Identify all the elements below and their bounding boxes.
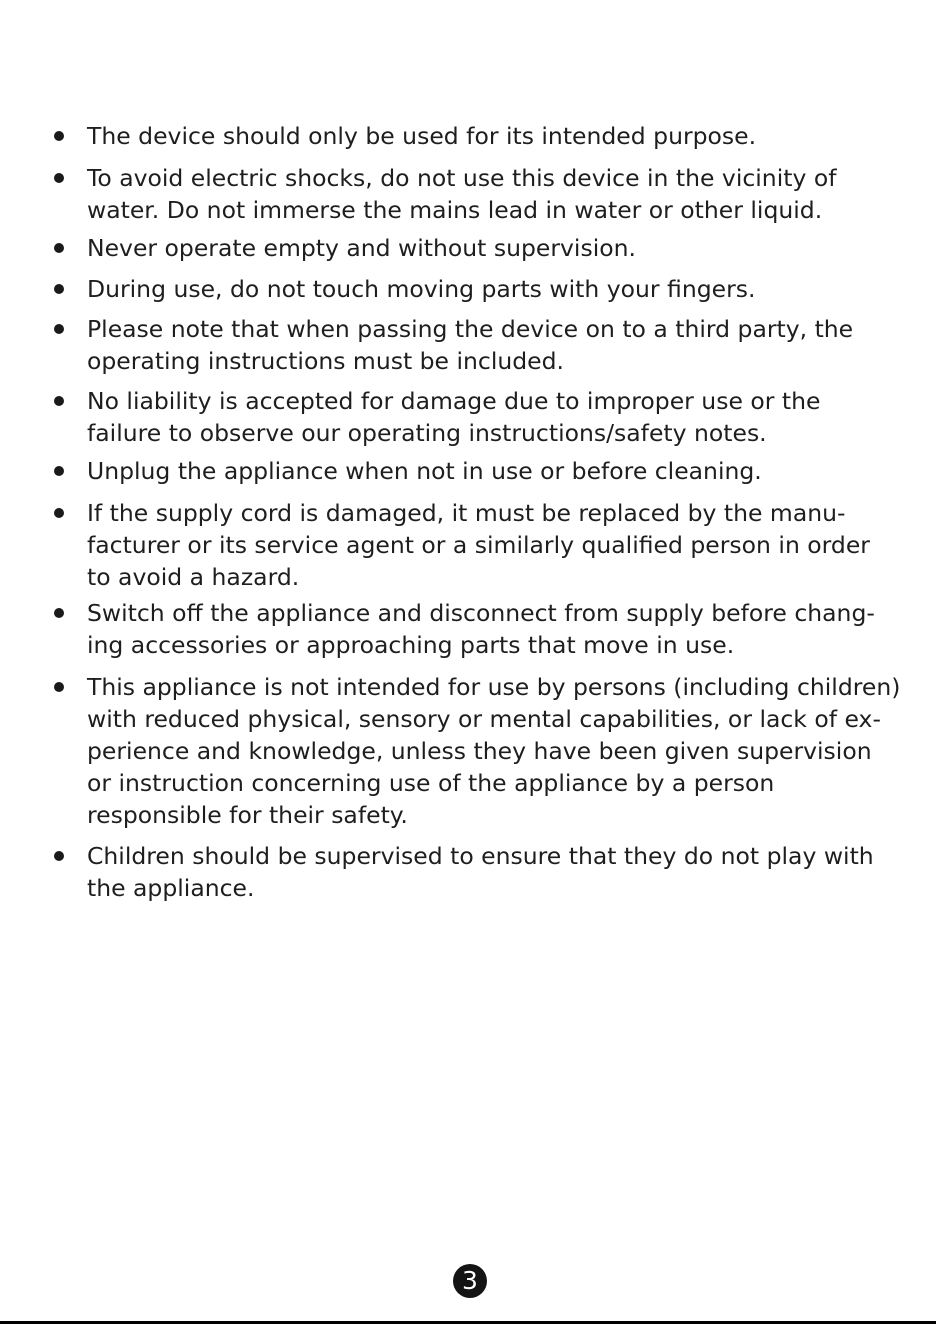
bullet-dot	[54, 682, 64, 692]
item-line: failure to observe our operating instructions/safety notes.	[87, 419, 767, 447]
bullet-dot	[54, 466, 64, 476]
item-line: If the supply cord is damaged, it must be replaced by the manu-	[87, 499, 846, 527]
item-line: The device should only be used for its intended purpose.	[87, 122, 757, 150]
item-line: perience and knowledge, unless they have been given supervision	[87, 737, 872, 765]
item-line: Children should be supervised to ensure that they do not play with	[87, 842, 874, 870]
bullet-dot	[54, 324, 64, 334]
bullet-dot	[54, 851, 64, 861]
bullet-dot	[54, 608, 64, 618]
item-line: During use, do not touch moving parts with your fingers.	[87, 275, 756, 303]
item-line: Switch off the appliance and disconnect from supply before chang-	[87, 599, 875, 627]
bullet-dot	[54, 131, 64, 141]
item-line: facturer or its service agent or a similarly qualified person in order	[87, 531, 870, 559]
bullet-dot	[54, 284, 64, 294]
item-line: To avoid electric shocks, do not use this device in the vicinity of	[87, 164, 837, 192]
item-line: operating instructions must be included.	[87, 347, 565, 375]
item-line: the appliance.	[87, 874, 255, 902]
item-line: with reduced physical, sensory or mental capabilities, or lack of ex-	[87, 705, 881, 733]
item-line: Never operate empty and without supervision.	[87, 234, 636, 262]
item-line: Unplug the appliance when not in use or before cleaning.	[87, 457, 762, 485]
bullet-dot	[54, 173, 64, 183]
item-line: ing accessories or approaching parts that move in use.	[87, 631, 735, 659]
item-line: Please note that when passing the device on to a third party, the	[87, 315, 854, 343]
page-number-badge: 3	[453, 1264, 487, 1298]
item-line: water. Do not immerse the mains lead in water or other liquid.	[87, 196, 823, 224]
bullet-dot	[54, 243, 64, 253]
item-line: responsible for their safety.	[87, 801, 408, 829]
item-line: No liability is accepted for damage due to improper use or the	[87, 387, 821, 415]
bullet-dot	[54, 508, 64, 518]
bullet-dot	[54, 396, 64, 406]
item-line: or instruction concerning use of the appliance by a person	[87, 769, 775, 797]
item-line: This appliance is not intended for use by persons (including children)	[87, 673, 901, 701]
item-line: to avoid a hazard.	[87, 563, 300, 591]
